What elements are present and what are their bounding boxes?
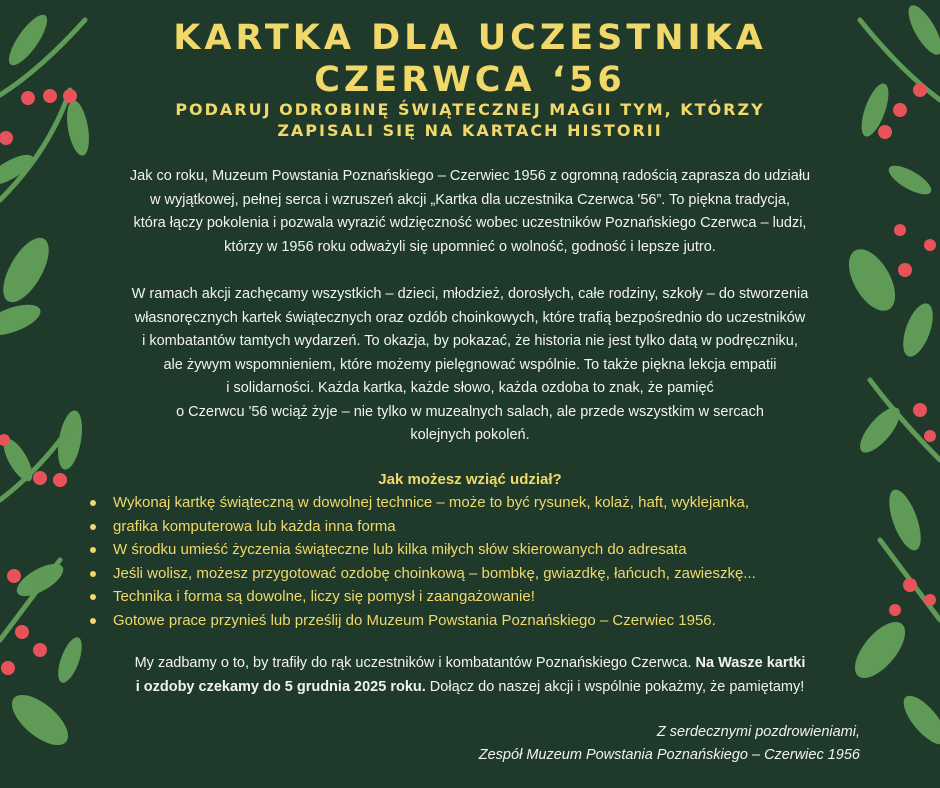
intro-line: Jak co roku, Muzeum Powstania Poznańskiego – Czerwiec 1956 z ogromną radością zaprasza do udziału <box>129 168 811 184</box>
list-item-text: Gotowe prace przynieś lub prześlij do Muzeum Powstania Poznańskiego – Czerwiec 1956. <box>113 611 716 629</box>
list-item-text: Wykonaj kartkę świąteczną w dowolnej technice – może to być rysunek, kolaż, haft, wyklejanka, <box>113 494 749 511</box>
subtitle-line-2: ZAPISALI SIĘ NA KARTACH HISTORII <box>277 121 663 140</box>
bullet-icon <box>90 524 96 530</box>
page-title-line-1: KARTKA DLA UCZESTNIKA <box>173 18 767 58</box>
list-item <box>88 609 868 633</box>
bullet-icon <box>90 618 96 624</box>
list-item <box>88 491 868 515</box>
page-title-line-2: CZERWCA ‘56 <box>314 60 626 100</box>
bullet-icon <box>90 547 96 553</box>
signature-team: Zespół Muzeum Powstania Poznańskiego – Czerwiec 1956 <box>478 747 860 763</box>
bullet-icon <box>90 594 96 600</box>
howto-list <box>88 491 868 632</box>
body-line: i kombatantów tamtych wydarzeń. To okazja, by pokazać, że historia nie jest tylko datą w podręczniku, <box>142 333 798 349</box>
body-line: własnoręcznych kartek świątecznych oraz ozdób choinkowych, które trafią bezpośrednio do uczestników <box>134 309 806 326</box>
deadline-text: Na Wasze kartki <box>695 655 806 671</box>
body-line: o Czerwcu '56 wciąż żyje – nie tylko w muzealnych salach, ale przede wszystkim w sercach <box>176 403 764 420</box>
list-item <box>88 562 868 586</box>
body-line: ale żywym wspomnieniem, które możemy pielęgnować wspólnie. To także piękna lekcja empatii <box>163 356 777 373</box>
bullet-icon <box>90 500 96 506</box>
intro-line: którzy w 1956 roku odważyli się upomnieć o wolność, godność i lepsze jutro. <box>224 238 716 255</box>
list-item-text: grafika komputerowa lub każda inna forma <box>113 517 396 535</box>
body-line: kolejnych pokoleń. <box>410 427 530 443</box>
closing-paragraph <box>80 652 860 699</box>
deadline-text: i ozdoby czekamy do 5 grudnia 2025 roku. <box>135 678 426 695</box>
intro-paragraph <box>80 165 860 259</box>
subtitle-line-1: PODARUJ ODROBINĘ ŚWIĄTECZNEJ MAGII TYM, KTÓRZY <box>175 100 765 119</box>
body-paragraph <box>80 283 860 448</box>
list-item <box>88 538 868 562</box>
body-line: W ramach akcji zachęcamy wszystkich – dzieci, młodzież, dorosłych, całe rodziny, szkoły – do stworzenia <box>131 286 809 302</box>
list-item <box>88 515 868 539</box>
closing-text: My zadbamy o to, by trafiły do rąk uczestników i kombatantów Poznańskiego Czerwca. <box>134 655 696 671</box>
intro-line: która łączy pokolenia i pozwala wyrazić wdzięczność wobec uczestników Poznańskiego Czerwca – ludzi, <box>133 215 807 231</box>
list-item-text: W środku umieść życzenia świąteczne lub kilka miłych słów skierowanych do adresata <box>113 541 687 558</box>
bullet-icon <box>90 571 96 577</box>
body-line: i solidarności. Każda kartka, każde słowo, każda ozdoba to znak, że pamięć <box>226 380 714 396</box>
list-item-text: Jeśli wolisz, możesz przygotować ozdobę choinkową – bombkę, gwiazdkę, łańcuch, zawieszkę... <box>113 564 756 582</box>
closing-text: Dołącz do naszej akcji i wspólnie pokażmy, że pamiętamy! <box>425 678 805 695</box>
list-item <box>88 585 868 609</box>
howto-heading: Jak możesz wziąć udział? <box>378 471 562 488</box>
signature-greeting: Z serdecznymi pozdrowieniami, <box>656 724 860 740</box>
list-item-text: Technika i forma są dowolne, liczy się pomysł i zaangażowanie! <box>113 588 535 605</box>
intro-line: w wyjątkowej, pełnej serca i wzruszeń akcji „Kartka dla uczestnika Czerwca '56”. To piękna tradycja, <box>150 191 790 208</box>
